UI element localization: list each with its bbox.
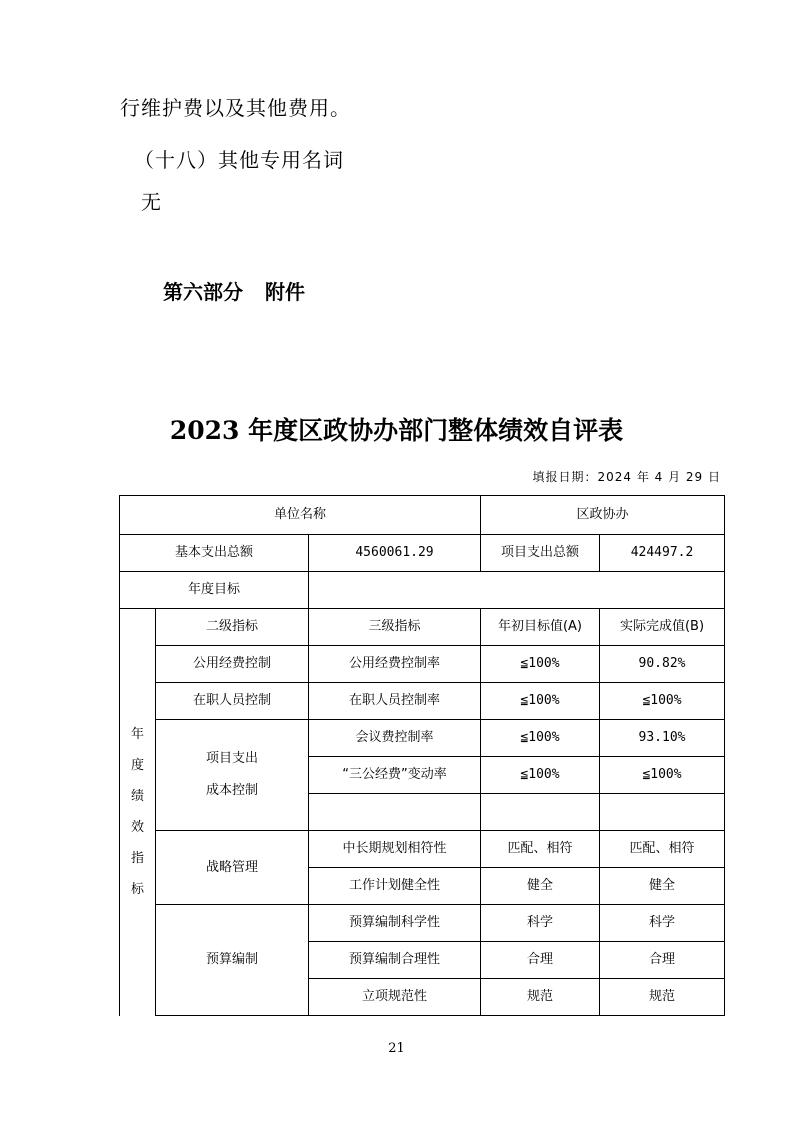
indicator-cell: 预算编制科学性: [309, 905, 481, 942]
actual-cell: 90.82%: [600, 646, 725, 683]
header-cell: 三级指标: [309, 609, 481, 646]
target-cell: [481, 794, 600, 831]
group-name: 公用经费控制: [156, 646, 309, 683]
section-heading: [163, 276, 305, 305]
body-text-line: 行维护费以及其他费用。: [120, 96, 351, 120]
group-name: 预算编制: [156, 905, 309, 1016]
target-cell: 健全: [481, 868, 600, 905]
actual-cell: 科学: [600, 905, 725, 942]
table-row: [120, 905, 725, 942]
target-cell: ≦100%: [481, 757, 600, 794]
target-cell: ≦100%: [481, 683, 600, 720]
indicator-cell: “三公经费”变动率: [309, 757, 481, 794]
unit-label: 单位名称: [120, 496, 481, 535]
group-name: 战略管理: [156, 831, 309, 905]
indicator-cell: 会议费控制率: [309, 720, 481, 757]
indicator-cell: [309, 794, 481, 831]
table-row: [120, 572, 725, 609]
target-cell: 合理: [481, 942, 600, 979]
annual-goal-label: 年度目标: [120, 572, 309, 609]
body-text-line: 无: [141, 190, 161, 214]
target-cell: 科学: [481, 905, 600, 942]
subsection-heading: （十八）其他专用名词: [134, 148, 344, 172]
page-number: 21: [388, 1041, 405, 1056]
indicator-cell: 工作计划健全性: [309, 868, 481, 905]
fill-date: 填报日期：2024 年 4 月 29 日: [532, 470, 721, 484]
header-cell: 年初目标值(A): [481, 609, 600, 646]
section-name: 附件: [265, 280, 305, 304]
group-name: 在职人员控制: [156, 683, 309, 720]
target-cell: ≦100%: [481, 720, 600, 757]
table-row: [120, 683, 725, 720]
indicator-cell: 公用经费控制率: [309, 646, 481, 683]
indicator-cell: 在职人员控制率: [309, 683, 481, 720]
project-expense-label: 项目支出总额: [481, 535, 600, 572]
header-cell: 实际完成值(B): [600, 609, 725, 646]
performance-table: [119, 495, 725, 1016]
actual-cell: 合理: [600, 942, 725, 979]
actual-cell: 健全: [600, 868, 725, 905]
actual-cell: [600, 794, 725, 831]
table-row: [120, 831, 725, 868]
actual-cell: 93.10%: [600, 720, 725, 757]
table-row: [120, 496, 725, 535]
actual-cell: 规范: [600, 979, 725, 1016]
section-part: 第六部分: [163, 280, 243, 304]
annual-goal-value: [309, 572, 725, 609]
actual-cell: 匹配、相符: [600, 831, 725, 868]
project-expense-value: 424497.2: [600, 535, 725, 572]
group-name: 项目支出 成本控制: [156, 720, 309, 831]
unit-value: 区政协办: [481, 496, 725, 535]
table-row: [120, 646, 725, 683]
actual-cell: ≦100%: [600, 757, 725, 794]
target-cell: ≦100%: [481, 646, 600, 683]
basic-expense-value: 4560061.29: [309, 535, 481, 572]
target-cell: 匹配、相符: [481, 831, 600, 868]
actual-cell: ≦100%: [600, 683, 725, 720]
basic-expense-label: 基本支出总额: [120, 535, 309, 572]
target-cell: 规范: [481, 979, 600, 1016]
header-cell: 二级指标: [156, 609, 309, 646]
table-row: [120, 720, 725, 757]
table-row: [120, 609, 725, 646]
indicator-cell: 立项规范性: [309, 979, 481, 1016]
table-row: [120, 535, 725, 572]
indicator-cell: 预算编制合理性: [309, 942, 481, 979]
perf-indicator-label: 年度绩效指标: [120, 609, 156, 1016]
table-title: 2023 年度区政协办部门整体绩效自评表: [169, 416, 624, 445]
indicator-cell: 中长期规划相符性: [309, 831, 481, 868]
